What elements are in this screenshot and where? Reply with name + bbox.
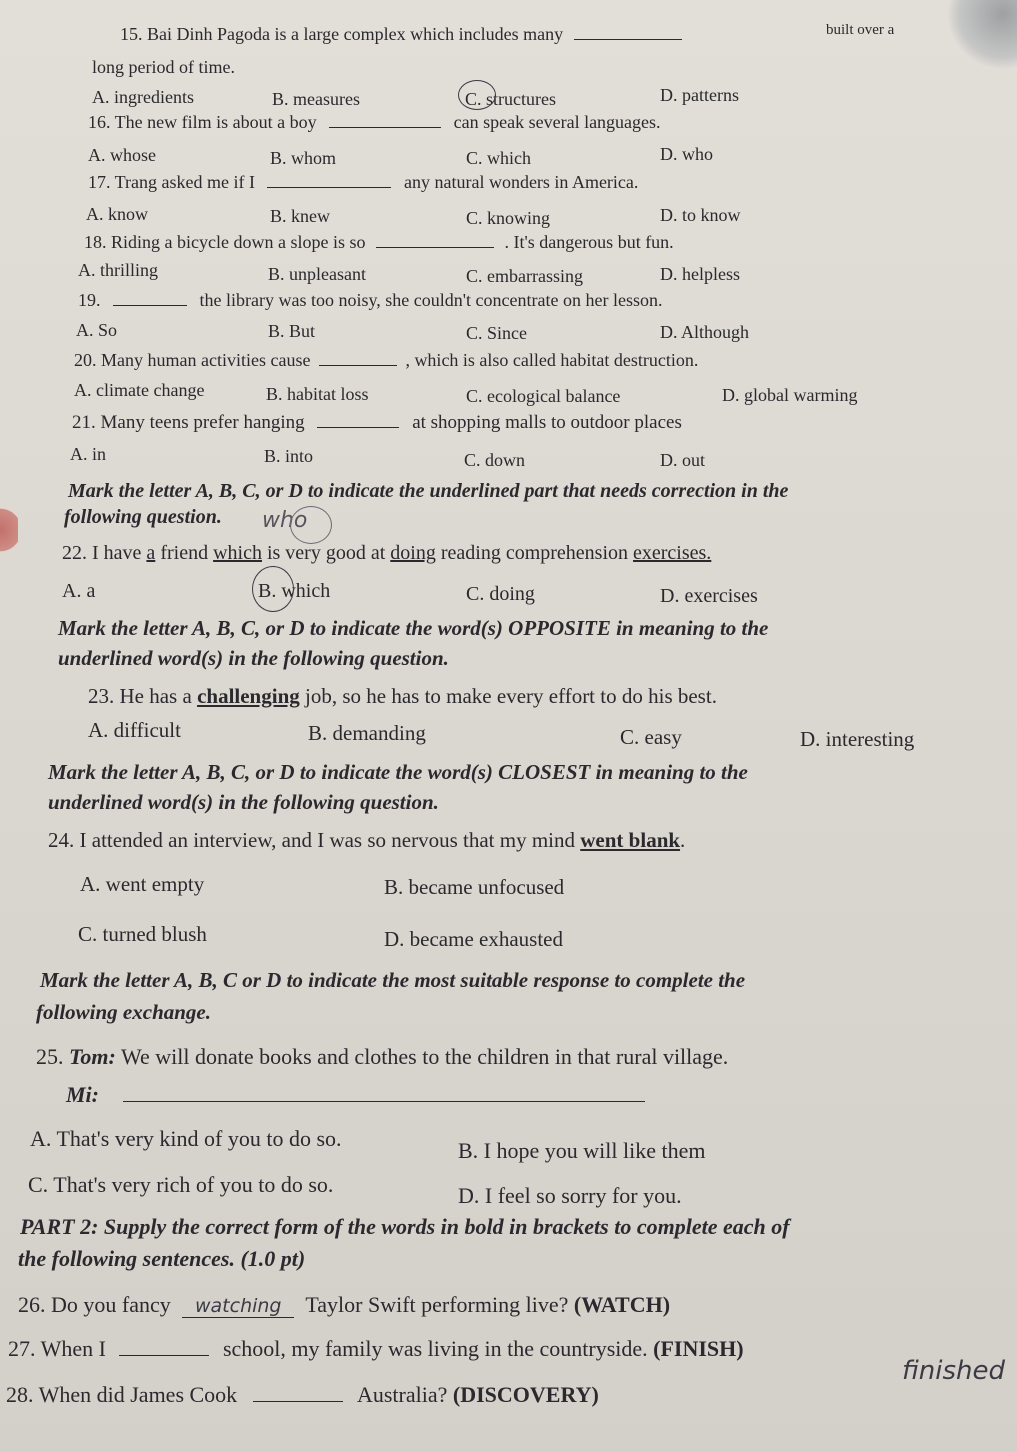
answer-blank	[319, 365, 397, 366]
q18-option-c: C. embarrassing	[466, 266, 583, 286]
q20-option-a: A. climate change	[74, 380, 205, 400]
answer-blank	[113, 305, 187, 306]
q19-option-d: D. Although	[660, 322, 750, 342]
q25-option-d: D. I feel so sorry for you.	[458, 1183, 682, 1208]
q18-option-d: D. helpless	[660, 264, 740, 284]
q19-option-b: B. But	[268, 321, 316, 341]
q17-option-c: C. knowing	[466, 208, 551, 228]
question-15-tail: built over a	[826, 22, 895, 38]
q19-option-c: C. Since	[466, 323, 527, 343]
q24-option-c: C. turned blush	[78, 922, 207, 946]
q23-option-a: A. difficult	[88, 718, 181, 742]
question-25-line1: 25. Tom: We will donate books and clothes to the children in that rural village.	[36, 1044, 729, 1069]
q21-option-c: C. down	[464, 450, 526, 470]
q22-option-c: C. doing	[466, 583, 535, 605]
q23-option-b: B. demanding	[308, 721, 426, 745]
answer-circle-mark	[458, 80, 496, 110]
q25-option-a: A. That's very kind of you to do so.	[30, 1126, 342, 1151]
handwritten-answer-26: watching	[182, 1295, 294, 1318]
q18-option-b: B. unpleasant	[268, 264, 366, 284]
q21-option-d: D. out	[660, 450, 705, 470]
question-19-stem: 19. the library was too noisy, she couldn't concentrate on her lesson.	[78, 290, 663, 310]
q18-option-a: A. thrilling	[78, 260, 158, 280]
question-15-stem: 15. Bai Dinh Pagoda is a large complex which includes many	[120, 24, 682, 45]
q22-option-a: A. a	[62, 580, 96, 602]
q24-option-b: B. became unfocused	[384, 875, 565, 899]
q15-option-b: B. measures	[272, 89, 360, 109]
q25-option-c: C. That's very rich of you to do so.	[28, 1172, 334, 1197]
answer-blank	[123, 1101, 645, 1102]
question-22-stem: 22. I have a friend which is very good at doing reading comprehension exercises.	[62, 542, 712, 564]
instruction-closest-line1: Mark the letter A, B, C, or D to indicate the word(s) CLOSEST in meaning to the	[48, 760, 748, 784]
q17-option-a: A. know	[86, 204, 148, 224]
question-26: 26. Do you fancy watching Taylor Swift performing live? (WATCH)	[18, 1292, 671, 1317]
question-27: 27. When I school, my family was living in the countryside. (FINISH)	[8, 1336, 744, 1361]
question-15-line2: long period of time.	[92, 57, 235, 77]
q23-option-c: C. easy	[620, 725, 682, 749]
question-17-stem: 17. Trang asked me if I any natural wonders in America.	[88, 172, 639, 192]
q15-option-a: A. ingredients	[92, 87, 194, 107]
instruction-response-line2: following exchange.	[36, 1000, 212, 1024]
q21-option-b: B. into	[264, 446, 314, 466]
q19-option-a: A. So	[76, 320, 118, 340]
q17-option-d: D. to know	[660, 205, 741, 225]
instruction-response-line1: Mark the letter A, B, C or D to indicate the most suitable response to complete the	[40, 968, 746, 992]
question-24-stem: 24. I attended an interview, and I was so nervous that my mind went blank.	[48, 828, 686, 852]
answer-blank	[253, 1401, 343, 1402]
question-25-line2: Mi:	[66, 1082, 645, 1108]
q20-option-b: B. habitat loss	[266, 384, 369, 404]
handwritten-answer-27: finished	[902, 1356, 1006, 1386]
q20-option-c: C. ecological balance	[466, 386, 621, 406]
q23-option-d: D. interesting	[800, 727, 915, 751]
part2-heading-line1: PART 2: Supply the correct form of the words in bold in brackets to complete each of	[20, 1214, 790, 1239]
q16-option-c: C. which	[466, 148, 531, 168]
q15-option-d: D. patterns	[660, 85, 739, 105]
instruction-correction-line2: following question.	[64, 506, 222, 528]
page-corner-shadow	[947, 0, 1017, 70]
q20-option-d: D. global warming	[722, 385, 858, 405]
answer-blank	[376, 247, 494, 248]
q25-option-b: B. I hope you will like them	[458, 1138, 706, 1163]
answer-blank	[119, 1355, 209, 1356]
answer-blank	[574, 39, 682, 40]
question-28: 28. When did James Cook Australia? (DISCOVERY)	[6, 1382, 599, 1407]
q16-option-d: D. who	[660, 144, 713, 164]
q24-option-a: A. went empty	[80, 872, 205, 896]
question-21-stem: 21. Many teens prefer hanging at shopping malls to outdoor places	[72, 412, 682, 433]
answer-blank	[329, 127, 441, 128]
question-20-stem: 20. Many human activities cause , which is also called habitat destruction.	[74, 350, 699, 370]
thumb-edge	[0, 500, 18, 560]
pencil-circle-mark	[290, 506, 332, 544]
q16-option-a: A. whose	[88, 145, 156, 165]
answer-blank	[267, 187, 391, 188]
instruction-opposite-line2: underlined word(s) in the following question.	[58, 646, 449, 670]
question-23-stem: 23. He has a challenging job, so he has to make every effort to do his best.	[88, 684, 717, 708]
instruction-correction-line1: Mark the letter A, B, C, or D to indicate the underlined part that needs correction in the	[68, 480, 789, 502]
q22-option-d: D. exercises	[660, 585, 758, 607]
q15-option-c: C. structures	[465, 89, 556, 109]
q16-option-b: B. whom	[270, 148, 337, 168]
q21-option-a: A. in	[70, 444, 106, 464]
instruction-opposite-line1: Mark the letter A, B, C, or D to indicate the word(s) OPPOSITE in meaning to the	[58, 616, 769, 640]
answer-circle-mark	[252, 566, 294, 612]
question-18-stem: 18. Riding a bicycle down a slope is so . It's dangerous but fun.	[84, 232, 674, 252]
q24-option-d: D. became exhausted	[384, 927, 564, 951]
margin-handwritten-note: who	[262, 508, 308, 533]
instruction-closest-line2: underlined word(s) in the following question.	[48, 790, 439, 814]
q17-option-b: B. knew	[270, 206, 330, 226]
part2-heading-line2: the following sentences. (1.0 pt)	[18, 1246, 306, 1271]
q22-option-b: B. which	[258, 580, 331, 602]
question-16-stem: 16. The new film is about a boy can speak several languages.	[88, 112, 661, 132]
answer-blank	[317, 427, 399, 428]
